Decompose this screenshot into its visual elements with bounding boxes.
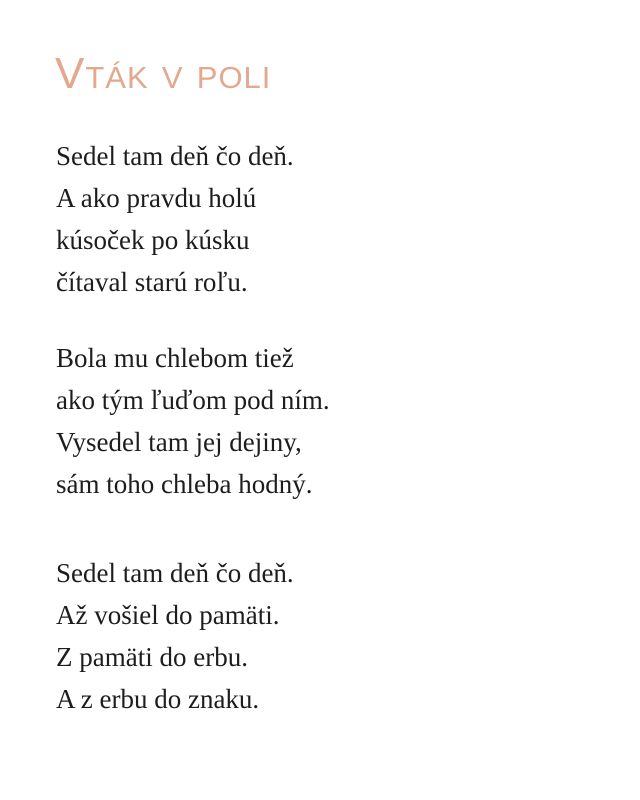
stanza-3-line-4: A z erbu do znaku. — [56, 684, 260, 714]
stanza-2 — [56, 337, 330, 505]
stanza-2-line-4: sám toho chleba hodný. — [56, 469, 313, 499]
stanza-2-line-3: Vysedel tam jej dejiny, — [56, 427, 302, 457]
stanza-1-line-2: A ako pravdu holú — [56, 183, 257, 213]
stanza-3-line-2: Až vošiel do pamäti. — [56, 600, 280, 630]
stanza-3-line-1: Sedel tam deň čo deň. — [56, 558, 294, 588]
stanza-2-line-1: Bola mu chlebom tiež — [56, 343, 294, 373]
stanza-1-line-1: Sedel tam deň čo deň. — [56, 141, 294, 171]
stanza-1-line-4: čítaval starú roľu. — [56, 267, 248, 297]
stanza-2-line-2: ako tým ľuďom pod ním. — [56, 385, 330, 415]
stanza-3-line-3: Z pamäti do erbu. — [56, 642, 248, 672]
stanza-1 — [56, 135, 294, 303]
poem-title: Vták v poli — [55, 49, 272, 98]
stanza-1-line-3: kúsoček po kúsku — [56, 225, 250, 255]
stanza-3 — [56, 552, 294, 720]
